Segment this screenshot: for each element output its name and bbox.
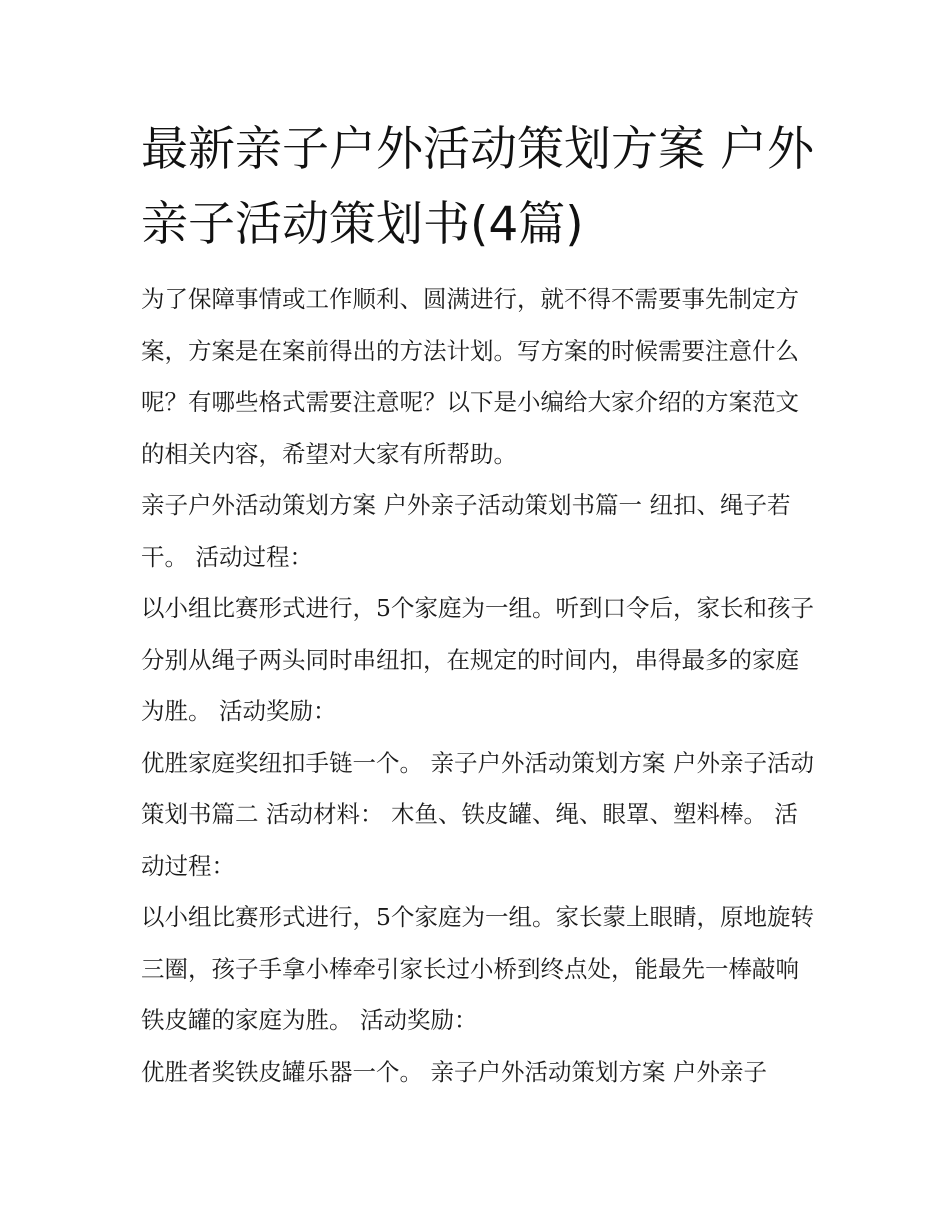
paragraph-intro: 为了保障事情或工作顺利、圆满进行，就不得不需要事先制定方案，方案是在案前得出的方法计划。写方案的时候需要注意什么呢？有哪些格式需要注意呢？以下是小编给大家介绍的方案范文的相关内容，希望对大家有所帮助。 [141,285,799,468]
paragraph-part-two-materials: 优胜家庭奖纽扣手链一个。 亲子户外活动策划方案 户外亲子活动策划书篇二 活动材料： 木鱼、铁皮罐、绳、眼罩、塑料棒。 活动过程： [141,748,814,880]
paragraph-part-one-materials: 亲子户外活动策划方案 户外亲子活动策划书篇一 纽扣、绳子若干。 活动过程： [141,491,791,571]
document-body [141,274,821,1098]
paragraph-part-two-reward: 优胜者奖铁皮罐乐器一个。 亲子户外活动策划方案 户外亲子 [141,1057,767,1086]
paragraph-part-two-process: 以小组比赛形式进行，5个家庭为一组。家长蒙上眼睛，原地旋转三圈，孩子手拿小棒牵引家长过小桥到终点处，能最先一棒敲响铁皮罐的家庭为胜。 活动奖励： [141,903,814,1034]
paragraph-part-one-process: 以小组比赛形式进行，5个家庭为一组。听到口令后，家长和孩子分别从绳子两头同时串纽扣，在规定的时间内，串得最多的家庭为胜。 活动奖励： [141,594,814,725]
document-title: 最新亲子户外活动策划方案 户外亲子活动策划书(4篇) [141,122,814,252]
